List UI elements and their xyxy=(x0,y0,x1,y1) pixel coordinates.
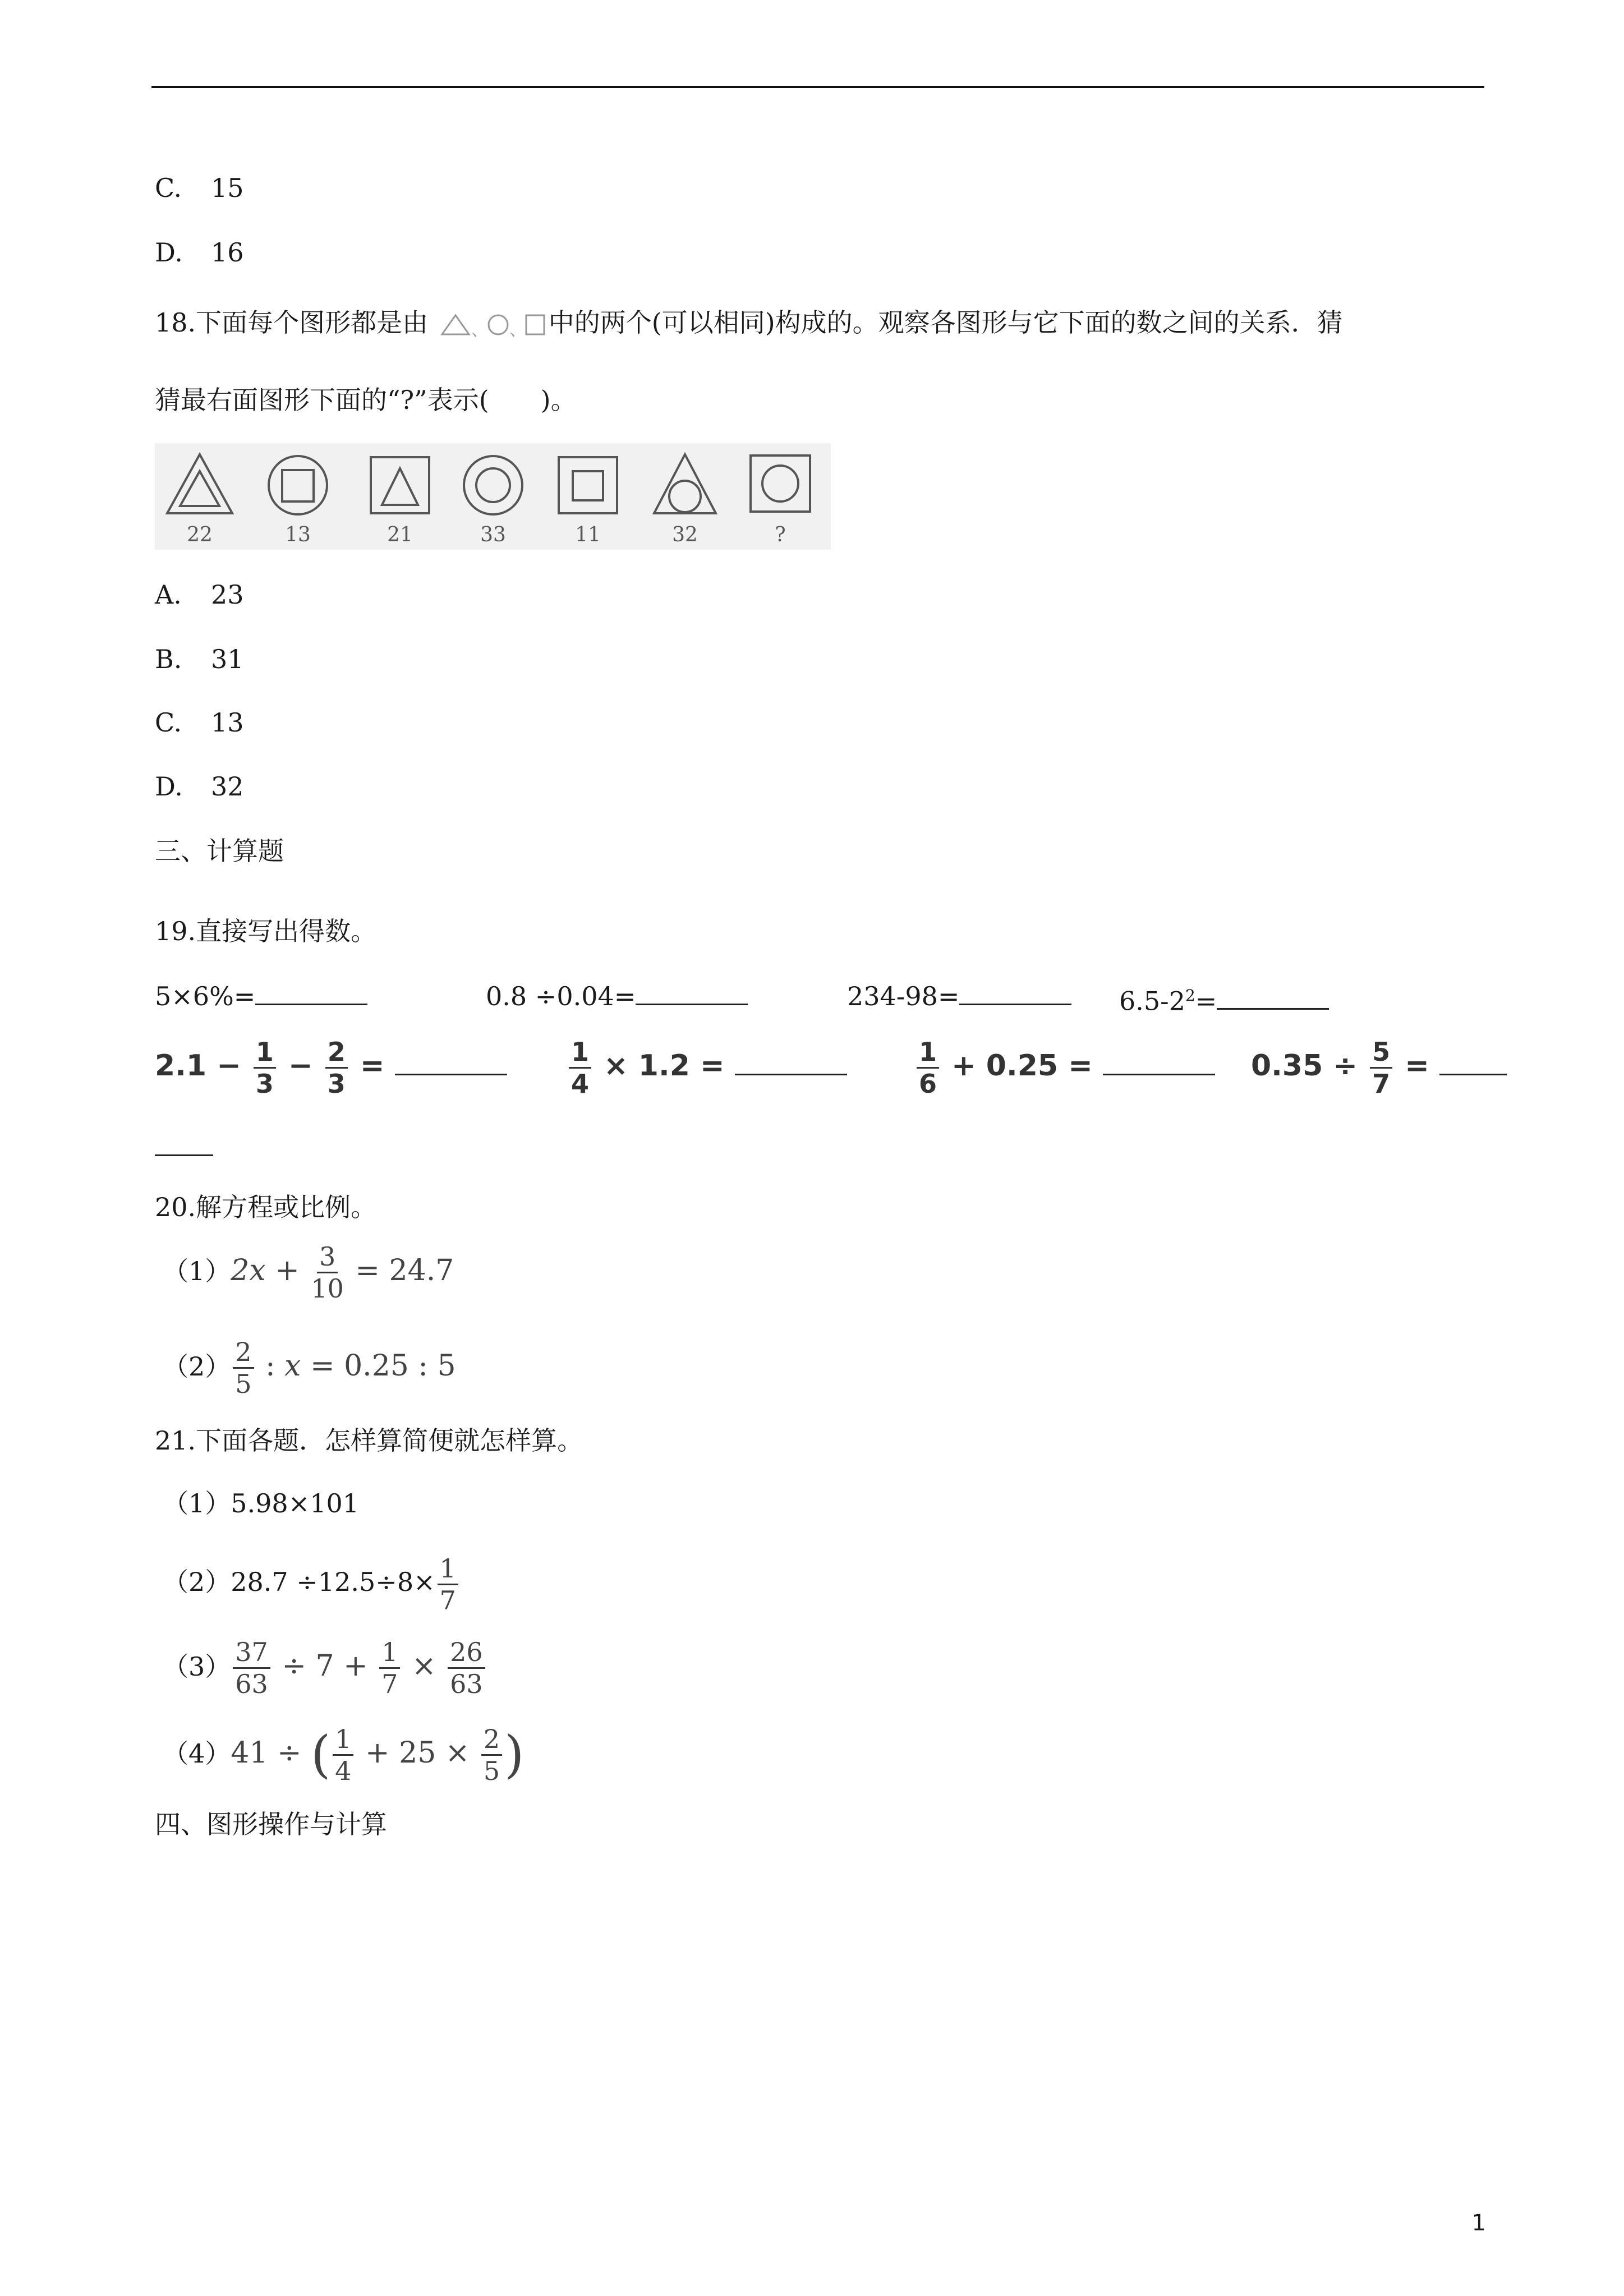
page-number: 1 xyxy=(1471,2210,1486,2236)
q18-option-d: D. 32 xyxy=(155,771,244,802)
question-18-line1: 18.下面每个图形都是由 、 、 中的两个(可以相同)构成的。观察各图形与它下面的数之间的关系．猜 xyxy=(155,307,1343,339)
q19-item-2: 0.8 ÷0.04= xyxy=(486,979,748,1013)
figure-label-4: 33 xyxy=(480,523,506,546)
q19-item-4: $6.5-2^2=$ xyxy=(1119,979,1329,1018)
shape-figures xyxy=(155,443,831,550)
q21-item-4: （4）41 ÷ ( $\frac{1}{4}$ + 25 × $\frac{2}{5}$ ) xyxy=(163,1724,525,1786)
svg-text:、: 、 xyxy=(509,320,526,339)
figure-label-3: 21 xyxy=(387,523,413,546)
figure-label-6: 32 xyxy=(672,523,698,546)
figure-label-2: 13 xyxy=(285,523,311,546)
q20-item-1: （1）2x + $\frac{3}{10}$ = 24.7 xyxy=(163,1241,454,1304)
q19-item-8: 0.35 ÷ $\frac{5}{7}$ = xyxy=(1251,1038,1507,1097)
q19-item-1: 5×6%= xyxy=(155,979,367,1013)
question-18-line2: 猜最右面图形下面的“?”表示( )。 xyxy=(155,385,577,415)
q20-item-2: （2） $\frac{2}{5}$ : x = 0.25 : 5 xyxy=(163,1337,456,1399)
q19-item-5: 2.1 − $\frac{1}{3}$ − $\frac{2}{3}$ = xyxy=(155,1038,507,1097)
q18-option-c: C. 13 xyxy=(155,707,244,738)
q18-option-b: B. 31 xyxy=(155,644,244,674)
q19-blank-continuation xyxy=(155,1154,213,1156)
q19-item-3: 234-98= xyxy=(847,979,1071,1013)
svg-text:、: 、 xyxy=(471,320,488,339)
q21-item-3: （3） $\frac{37}{63}$ ÷ 7 + $\frac{1}{7}$ × $\frac{26}{63}$ xyxy=(163,1638,487,1697)
figure-label-1: 22 xyxy=(187,523,213,546)
q18-option-a: A. 23 xyxy=(155,579,244,610)
shapes-icon xyxy=(436,311,549,339)
q19-item-6: $\frac{1}{4}$ × 1.2 = xyxy=(567,1038,847,1097)
figure-label-7: ? xyxy=(775,523,786,546)
shape-figures-svg xyxy=(155,443,831,550)
option-d: D. 16 xyxy=(155,237,244,268)
q21-item-2: （2）28.7 ÷12.5÷8× $\frac{1}{7}$ xyxy=(163,1554,461,1613)
question-19-title: 19.直接写出得数。 xyxy=(155,916,377,946)
question-20-title: 20.解方程或比例。 xyxy=(155,1192,377,1222)
q19-item-7: $\frac{1}{6}$ + 0.25 = xyxy=(914,1038,1215,1097)
section-4-title: 四、图形操作与计算 xyxy=(155,1809,387,1839)
question-21-title: 21.下面各题．怎样算简便就怎样算。 xyxy=(155,1425,583,1456)
figure-label-5: 11 xyxy=(575,523,601,546)
option-c: C. 15 xyxy=(155,173,244,203)
header-rule xyxy=(151,86,1484,88)
q21-item-1: （1）5.98×101 xyxy=(163,1488,360,1519)
section-3-title: 三、计算题 xyxy=(155,836,284,866)
